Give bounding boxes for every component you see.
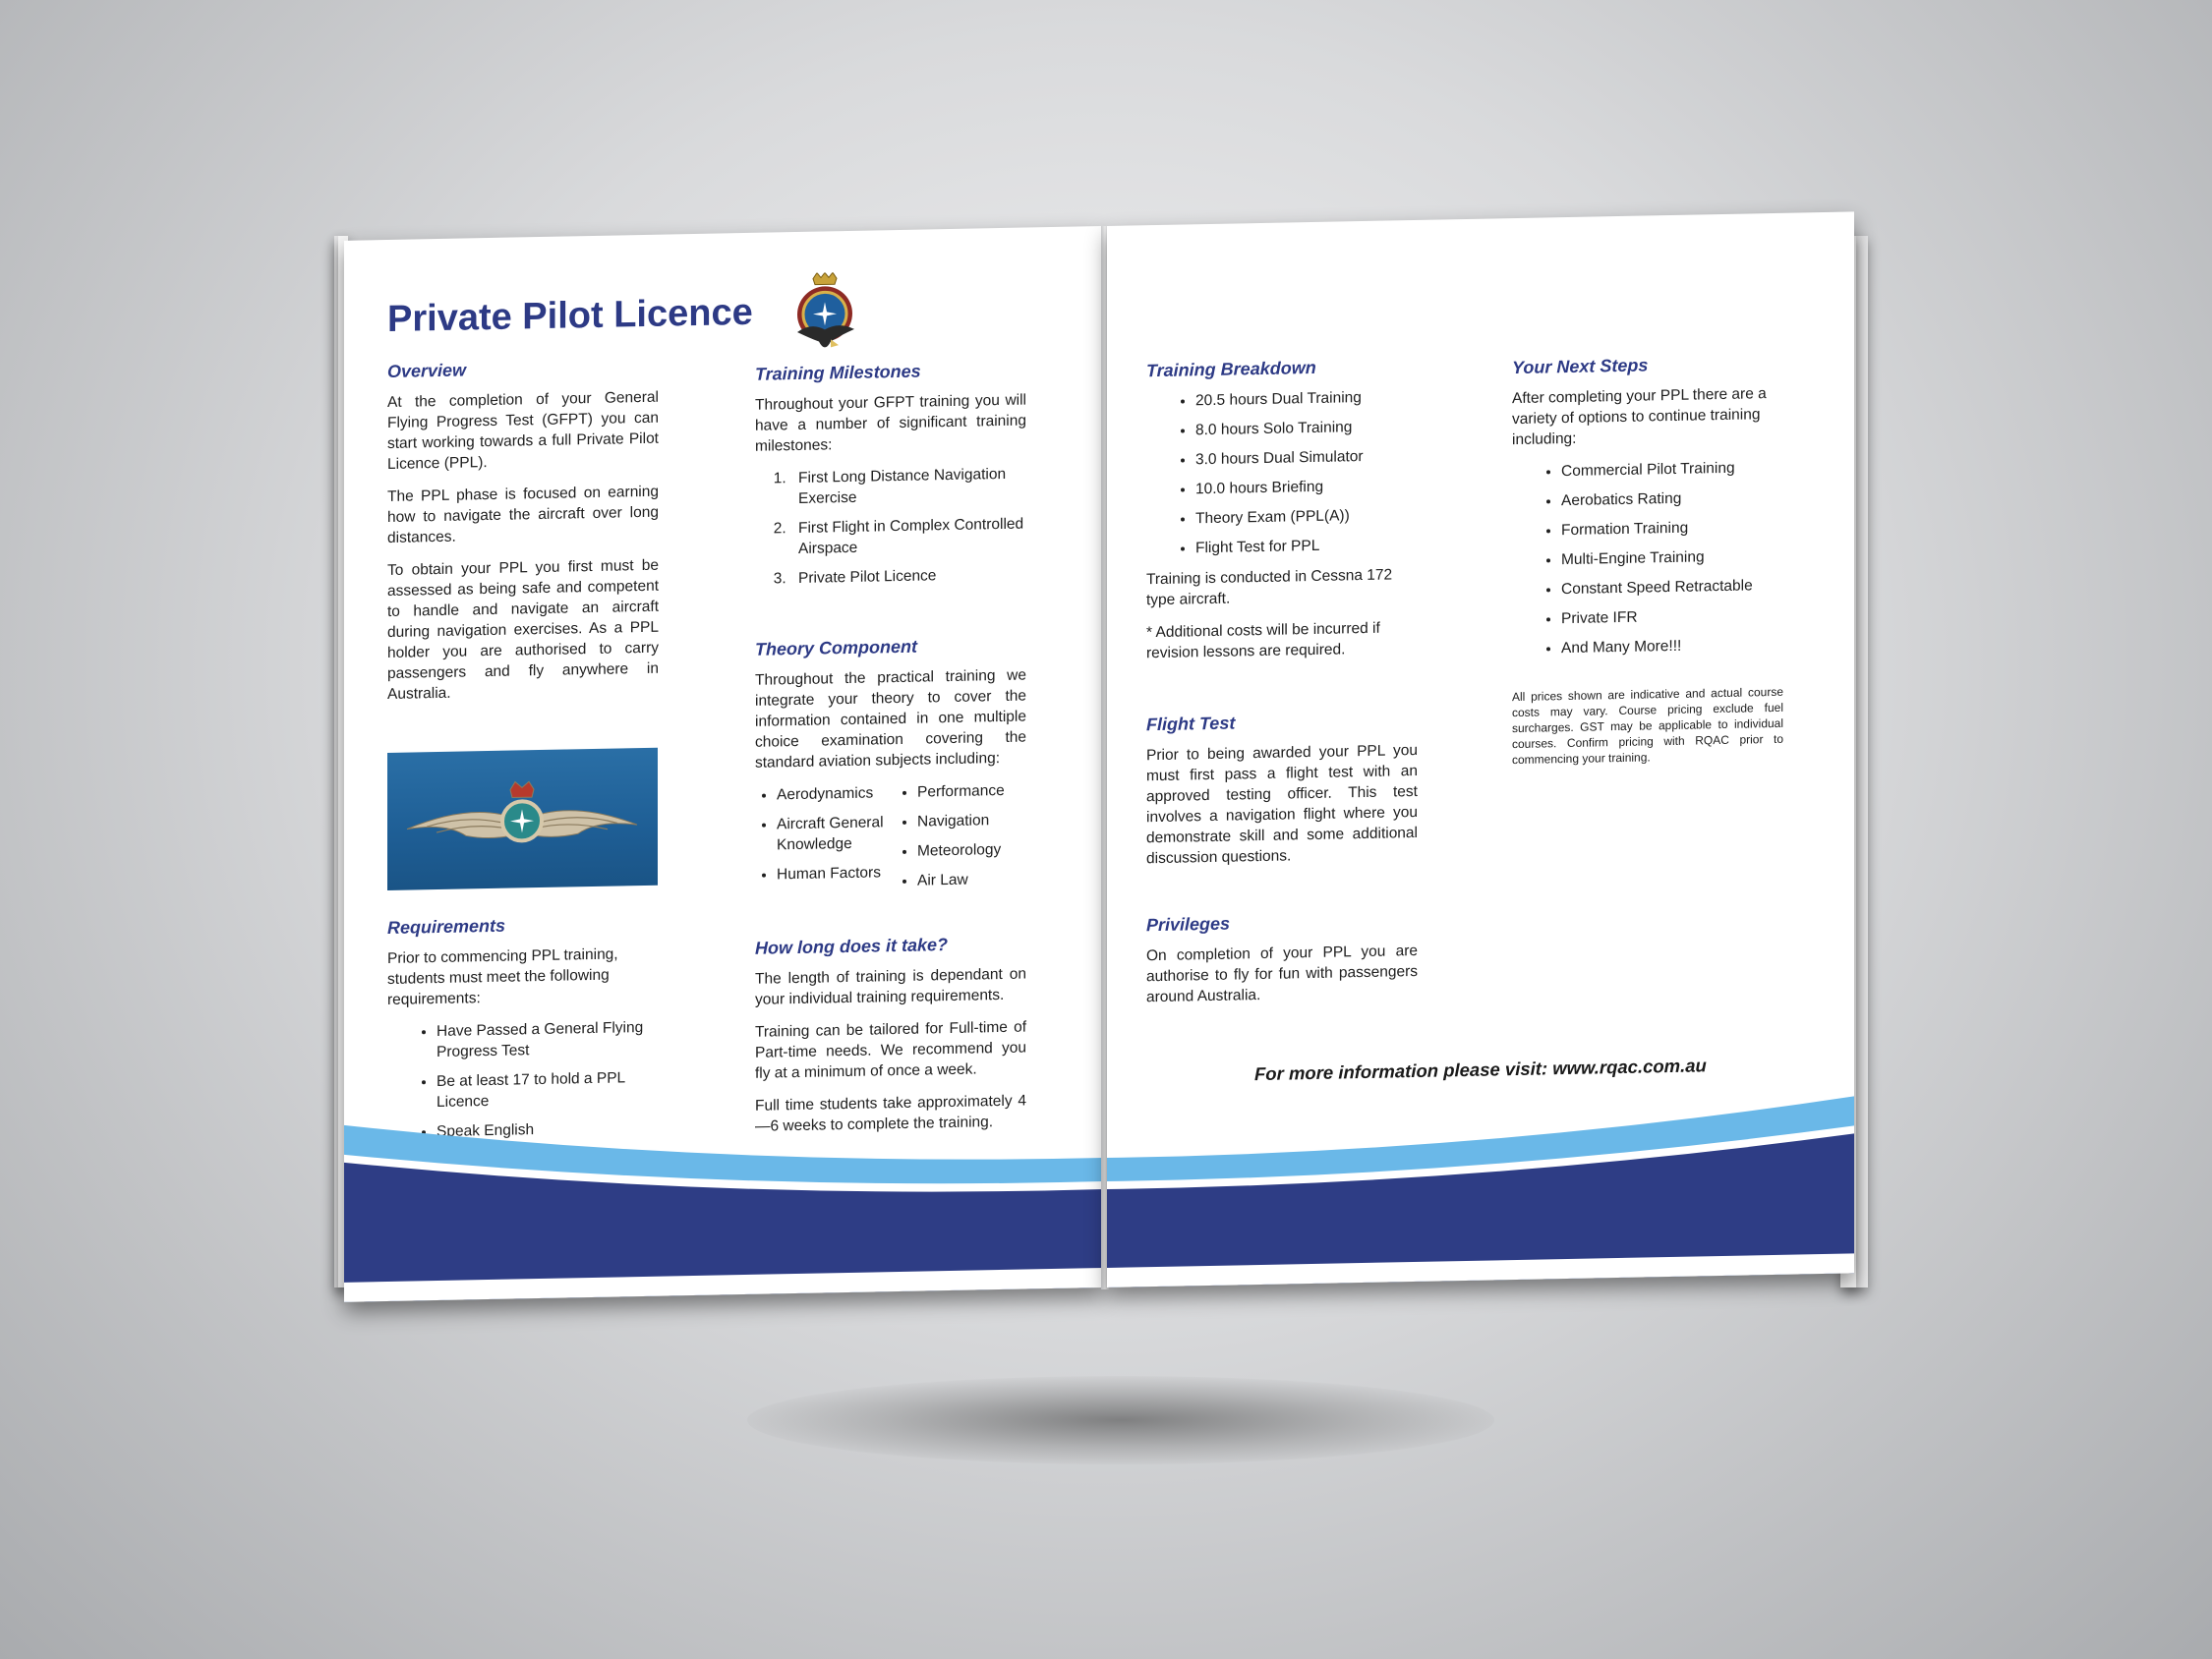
left-page xyxy=(344,226,1103,1302)
list-item: • Aerodynamics xyxy=(777,782,886,805)
list-item: • Aerobatics Rating xyxy=(1561,486,1783,511)
list-item: • Air Law xyxy=(917,868,1026,890)
theory-intro: Throughout the practical training we integrate your theory to cover the information contained in one multiple choice examination covering the standard aviation subjects including: xyxy=(755,666,1026,772)
overview-paragraph: The PPL phase is focused on earning how to navigate the aircraft over long distances. xyxy=(387,483,659,546)
overview-section xyxy=(387,357,659,716)
flighttest-heading: Flight Test xyxy=(1146,713,1236,735)
howlong-paragraph: Full time students take approximately 4—6 weeks to complete the training. xyxy=(755,1092,1026,1135)
list-item: • Aircraft General Knowledge xyxy=(777,812,886,855)
nextsteps-intro: After completing your PPL there are a variety of options to continue training including: xyxy=(1512,385,1767,449)
nextsteps-heading: Your Next Steps xyxy=(1512,355,1649,378)
list-item: • Human Factors xyxy=(777,862,886,885)
pricing-footnote: All prices shown are indicative and actual course costs may vary. Course pricing exclude fuel surcharges. GST may be applicable to individual courses. Confirm pricing with RQAC prior to commencing your training. xyxy=(1512,684,1783,768)
howlong-heading: How long does it take? xyxy=(755,935,949,958)
list-item: 1. First Long Distance Navigation Exercise xyxy=(790,463,1026,509)
overview-paragraph: To obtain your PPL you first must be assessed as being safe and competent to handle and navigate an aircraft during navigation exercises. As a PPL holder you are authorised to carry passengers and fly anywhere in Australia. xyxy=(387,556,659,703)
list-item: • 10.0 hours Briefing xyxy=(1195,475,1418,499)
requirements-intro: Prior to commencing PPL training, students must meet the following requirements: xyxy=(387,945,618,1008)
breakdown-note: Training is conducted in Cessna 172 type aircraft. xyxy=(1146,566,1393,609)
right-page xyxy=(1107,211,1854,1287)
privileges-section xyxy=(1146,910,1418,1019)
breakdown-extra: * Additional costs will be incurred if revision lessons are required. xyxy=(1146,619,1380,662)
list-item: 2. First Flight in Complex Controlled Airspace xyxy=(790,513,1026,559)
flighttest-section xyxy=(1146,710,1418,881)
overview-heading: Overview xyxy=(387,360,467,381)
privileges-heading: Privileges xyxy=(1146,913,1231,936)
list-item: • Have Passed a General Flying Progress Test xyxy=(437,1017,659,1062)
list-item: • Performance xyxy=(917,779,1026,802)
list-item: • 8.0 hours Solo Training xyxy=(1195,416,1418,440)
breakdown-heading: Training Breakdown xyxy=(1146,357,1316,381)
list-item: • Speak English xyxy=(437,1117,659,1142)
list-item: • 20.5 hours Dual Training xyxy=(1195,386,1418,411)
requirements-heading: Requirements xyxy=(387,915,506,938)
theory-section xyxy=(755,634,1026,902)
howlong-paragraph: Training can be tailored for Full-time of Part-time needs. We recommend you fly at a minimum of once a week. xyxy=(755,1018,1026,1082)
floor-shadow xyxy=(747,1376,1494,1464)
milestones-intro: Throughout your GFPT training you will have a number of significant training milestones: xyxy=(755,391,1026,455)
list-item: • Flight Test for PPL xyxy=(1195,534,1418,558)
theory-heading: Theory Component xyxy=(755,636,917,659)
list-item: 3. Private Pilot Licence xyxy=(790,563,1026,589)
overview-paragraph: At the completion of your General Flying Progress Test (GFPT) you can start working towards a full Private Pilot Licence (PPL). xyxy=(387,388,659,473)
flighttest-text: Prior to being awarded your PPL you must first pass a flight test with an approved testing officer. This test involves a navigation flight where you demonstrate skill and some additional discussion questions. xyxy=(1146,741,1418,868)
brochure xyxy=(334,226,1880,1307)
breakdown-section xyxy=(1146,356,1418,675)
list-item: • Formation Training xyxy=(1561,516,1783,541)
page-title: Private Pilot Licence xyxy=(387,291,753,340)
list-item: • Commercial Pilot Training xyxy=(1561,457,1783,482)
wave-band xyxy=(1107,1076,1854,1287)
list-item: • 3.0 hours Dual Simulator xyxy=(1195,445,1418,470)
wings-badge-icon xyxy=(387,748,658,890)
list-item: • Private IFR xyxy=(1561,604,1783,629)
pilot-wings-photo xyxy=(387,748,658,890)
list-item: • Constant Speed Retractable xyxy=(1561,575,1783,600)
milestones-heading: Training Milestones xyxy=(755,361,921,384)
wave-band xyxy=(344,1091,1103,1302)
privileges-text: On completion of your PPL you are authorise to fly for fun with passengers around Australia. xyxy=(1146,942,1418,1006)
crest-logo xyxy=(791,272,858,364)
website-link[interactable]: For more information please visit: www.rqac.com.au xyxy=(1254,1055,1707,1085)
list-item: • And Many More!!! xyxy=(1561,634,1783,658)
howlong-paragraph: The length of training is dependant on your individual training requirements. xyxy=(755,965,1026,1008)
list-item: • Be at least 17 to hold a PPL Licence xyxy=(437,1067,659,1113)
nextsteps-section xyxy=(1512,353,1783,779)
milestones-section xyxy=(755,359,1026,599)
list-item: • Multi-Engine Training xyxy=(1561,545,1783,570)
list-item: • Navigation xyxy=(917,809,1026,831)
list-item: • Meteorology xyxy=(917,838,1026,861)
list-item: • Theory Exam (PPL(A)) xyxy=(1195,504,1418,529)
